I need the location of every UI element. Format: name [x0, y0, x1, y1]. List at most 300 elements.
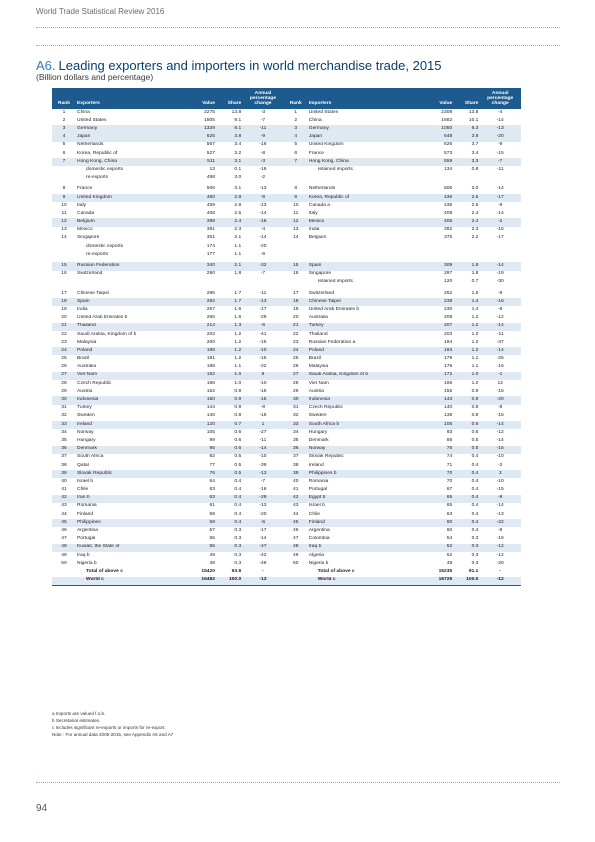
exporter-share: 3.2: [234, 150, 242, 156]
exporter-value: 381: [206, 227, 215, 233]
importer-share: 3.9: [453, 134, 479, 142]
exporter-name: re-exports: [86, 251, 109, 257]
exporter-change: -15: [242, 396, 284, 404]
exporter-value: 61: [209, 503, 215, 509]
importer-value: 409: [444, 210, 453, 216]
exporter-share: 3.1: [216, 184, 242, 194]
importer-rank: 45: [284, 519, 308, 527]
importer-change: -8: [498, 528, 503, 534]
importer-rank: 44: [293, 511, 299, 517]
importer-value: 120: [444, 279, 453, 285]
importer-change: -10: [496, 454, 504, 460]
importer-change: -14: [496, 437, 504, 443]
importer-rank: 15: [284, 261, 308, 271]
exporter-value: 1329: [185, 125, 216, 133]
table-row: [52, 470, 521, 478]
exporter-name: Thailand: [76, 323, 185, 331]
importer-share: 3.4: [471, 150, 479, 156]
importer-name: Austria: [308, 388, 325, 394]
table-row: [52, 166, 521, 174]
importer-share: 0.9: [453, 396, 479, 404]
importer-rank: 26: [293, 364, 299, 370]
importer-rank: [284, 279, 308, 289]
table-row: [52, 413, 521, 421]
importer-name: France: [308, 150, 325, 156]
exporter-change: -47: [242, 544, 284, 552]
exporter-change: -20: [259, 243, 267, 249]
importer-rank: [284, 251, 308, 261]
importer-value: 309: [423, 261, 454, 271]
table-row: [52, 454, 521, 462]
importer-share: 0.4: [453, 470, 479, 478]
importer-rank: 28: [293, 380, 299, 386]
importer-change: -15: [496, 150, 504, 156]
importer-rank: 10: [293, 202, 299, 208]
exporter-change: -9: [260, 405, 266, 411]
exporter-change: -32: [242, 261, 284, 271]
importer-share: 0.5: [453, 446, 479, 454]
exporter-change: -20: [259, 511, 267, 517]
importer-name: Malaysia: [308, 364, 329, 370]
col-header-share: Share: [216, 88, 242, 109]
exporter-name: Korea, Republic of: [77, 150, 118, 156]
importer-share: 0.6: [471, 429, 479, 435]
exporter-rank: 33: [52, 421, 76, 429]
exporter-change: -22: [259, 364, 267, 370]
exporter-name: South Africa: [77, 454, 104, 460]
exporter-value: 63: [185, 495, 216, 503]
table-row: [52, 437, 521, 445]
importer-share: 0.8: [471, 166, 479, 172]
importer-share: 13.8: [468, 109, 479, 115]
exporter-share: 0.5: [216, 470, 242, 478]
importer-name: Australia: [308, 315, 328, 321]
importer-value: 60: [423, 519, 454, 527]
exporter-change: -39: [259, 462, 267, 468]
exporter-share: 1.2: [234, 356, 242, 362]
exporter-value: 144: [206, 405, 215, 411]
importer-change: -14: [479, 184, 521, 194]
table-row: [52, 279, 521, 289]
col-header-change: Annual percentage change: [242, 88, 284, 109]
exporter-change: -42: [259, 552, 267, 558]
importer-share: 2.3: [471, 227, 479, 233]
exporter-change: -16: [242, 218, 284, 226]
exporter-name: Ireland: [76, 421, 185, 429]
importer-rank: 43: [293, 503, 299, 509]
importer-name: Spain: [308, 261, 423, 271]
importer-name: Netherlands: [308, 184, 423, 194]
exporter-share: 2.8: [234, 202, 242, 208]
title-dotted-rule: [36, 45, 560, 46]
importer-value: 140: [444, 405, 453, 411]
importer-share: 1.5: [453, 288, 479, 298]
exporter-value: 13: [209, 166, 215, 172]
table-header-row: [52, 88, 521, 109]
exporter-change: -11: [242, 125, 284, 133]
exporter-change: -16: [259, 487, 267, 493]
importer-change: -2: [479, 218, 521, 226]
exporter-value: 105: [206, 429, 215, 435]
table-row: [52, 243, 521, 251]
importer-share: 0.3: [471, 552, 479, 558]
exporter-name: Chile: [77, 487, 89, 493]
exporter-name: [76, 279, 185, 289]
exporter-world-label: World c: [76, 577, 185, 586]
importer-rank: 27: [284, 372, 308, 380]
importer-value: 375: [444, 235, 453, 241]
importer-name: Singapore: [308, 271, 332, 277]
importer-change: -14: [496, 210, 504, 216]
exporter-value: 506: [185, 184, 216, 194]
exporter-value: 398: [185, 218, 216, 226]
importer-share: 0.4: [453, 495, 479, 503]
exporter-value: 198: [185, 347, 216, 355]
importer-value: 65: [423, 495, 454, 503]
importer-rank: 34: [293, 429, 299, 435]
importer-change: -4: [498, 109, 503, 115]
exporter-value: 64: [209, 478, 215, 484]
importer-change: -1: [479, 372, 521, 380]
importer-share: 0.4: [471, 462, 479, 468]
importer-value: 203: [444, 331, 453, 337]
importer-change: -9: [498, 202, 503, 208]
importer-value: 648: [423, 134, 454, 142]
exporter-total-share: 93.6: [231, 568, 242, 574]
exporter-rank: [52, 279, 76, 289]
importer-value: 193: [423, 347, 454, 355]
importer-rank: 5: [294, 142, 298, 148]
importer-change: -9: [498, 142, 503, 148]
importer-share: 1.2: [453, 323, 479, 331]
exporter-change: -17: [259, 306, 267, 312]
exporter-share: 0.6: [216, 446, 242, 454]
exporter-value: 177: [206, 251, 215, 257]
importer-share: 0.8: [471, 405, 479, 411]
exporter-rank: 10: [61, 202, 67, 208]
total-spacer: [284, 568, 308, 576]
exporter-change: -13: [259, 503, 267, 509]
exporter-rank: 27: [52, 372, 76, 380]
table-row: [52, 405, 521, 413]
table-row: [52, 339, 521, 347]
importer-change: -13: [496, 511, 504, 517]
importer-rank: 37: [293, 454, 299, 460]
exporter-share: 1.0: [216, 372, 242, 380]
importer-name: Switzerland: [308, 288, 423, 298]
importer-rank: 29: [293, 388, 299, 394]
note-line: a Imports are valued f.o.b.: [52, 711, 106, 716]
importer-name: Canada a: [308, 202, 330, 208]
exporter-share: 1.7: [216, 298, 242, 306]
exporter-value: 55: [209, 536, 215, 542]
exporter-value: 59: [209, 511, 215, 517]
exporter-share: 0.5: [234, 454, 242, 460]
importer-share: 2.6: [453, 194, 479, 202]
exporter-share: 1.1: [234, 243, 242, 249]
importer-value: 626: [444, 142, 453, 148]
exporter-rank: 31: [61, 405, 67, 411]
importer-rank: 9: [284, 194, 308, 202]
importer-share: 0.4: [471, 528, 479, 534]
exporter-name: Brazil: [77, 356, 90, 362]
exporter-name: Finland: [77, 511, 94, 517]
exporter-value: 188: [206, 364, 215, 370]
importer-name: Israel b: [308, 503, 325, 509]
importer-share: 0.4: [471, 478, 479, 484]
exporter-change: -16: [259, 142, 267, 148]
world-row: [52, 577, 521, 586]
table-row: [52, 298, 521, 306]
note-line: b Secretariat estimates.: [52, 718, 101, 723]
exporter-rank: 22: [61, 331, 67, 337]
exporter-name: Denmark: [76, 446, 185, 454]
importer-value: 52: [423, 544, 454, 552]
table-row: [52, 109, 521, 117]
importer-change: -22: [479, 519, 521, 527]
exporter-share: 0.9: [216, 396, 242, 404]
importer-name: retained imports: [317, 166, 353, 172]
importer-rank: 7: [284, 158, 308, 166]
exporter-name: Indonesia: [76, 396, 185, 404]
importer-name: Indonesia: [308, 396, 423, 404]
table-row: [52, 519, 521, 527]
exporter-share: 0.3: [234, 552, 242, 558]
importer-share: 1.4: [453, 298, 479, 306]
importer-share: 1.8: [453, 261, 479, 271]
exporter-name: domestic exports: [86, 243, 124, 249]
exporter-change: -15: [259, 388, 267, 394]
exporter-value: 200: [206, 339, 215, 345]
exporter-change: -9: [242, 134, 284, 142]
importer-change: [479, 175, 521, 185]
exporter-share: 0.3: [234, 536, 242, 542]
importer-value: 436: [423, 194, 454, 202]
exporter-rank: 21: [52, 323, 76, 331]
exporter-share: 1.2: [234, 331, 242, 337]
table-row: [52, 503, 521, 511]
exporter-share: 0.4: [234, 478, 242, 484]
top-dotted-rule: [36, 27, 560, 28]
exporter-change: -15: [259, 413, 267, 419]
exporter-share: 1.2: [234, 339, 242, 345]
importer-name: Hungary: [308, 429, 328, 435]
importer-rank: 32: [293, 413, 299, 419]
importer-change: -37: [496, 339, 504, 345]
exporter-name: Qatar: [77, 462, 90, 468]
exporter-share: 1.2: [216, 347, 242, 355]
exporter-rank: 34: [61, 429, 67, 435]
table-row: [52, 462, 521, 470]
exporter-rank: 47: [61, 536, 67, 542]
importer-change: -20: [479, 396, 521, 404]
importer-value: 134: [444, 166, 453, 172]
exporter-change: -13: [242, 184, 284, 194]
importer-world-share: 100.0: [453, 577, 479, 586]
importer-name: [308, 251, 423, 261]
exporter-name: Portugal: [77, 536, 96, 542]
table-row: [52, 218, 521, 226]
importer-name: United States: [308, 109, 339, 115]
table-row: [52, 235, 521, 243]
importer-name: Viet Nam: [308, 380, 329, 386]
exporter-value: 55: [185, 544, 216, 552]
table-notes: [52, 710, 173, 738]
table-row: [52, 271, 521, 279]
exporter-name: Switzerland: [77, 271, 103, 277]
importer-rank: 6: [294, 150, 298, 156]
importer-rank: 13: [293, 227, 299, 233]
importer-value: 506: [423, 184, 454, 194]
exporter-share: 0.9: [234, 388, 242, 394]
table-title: Leading exporters and importers in world merchandise trade, 2015: [58, 58, 442, 73]
running-head: World Trade Statistical Review 2016: [36, 7, 165, 16]
importer-change: -8: [498, 306, 503, 312]
exporter-rank: [52, 251, 76, 261]
exporter-rank: 45: [52, 519, 76, 527]
importer-rank: 40: [293, 478, 299, 484]
importer-change: -14: [479, 323, 521, 331]
importer-name: Romania: [308, 478, 329, 484]
importer-value: 172: [423, 372, 454, 380]
exporter-name: Canada: [77, 210, 95, 216]
importer-rank: 19: [293, 306, 299, 312]
importer-total-change: -: [499, 568, 502, 574]
importer-share: 1.2: [471, 315, 479, 321]
importer-name: Slovak Republic: [308, 454, 344, 460]
importer-change: -17: [496, 235, 504, 241]
importer-name: Saudi Arabia, Kingdom of b: [308, 372, 423, 380]
table-row: [52, 194, 521, 202]
table-row: [52, 495, 521, 503]
exporter-change: -6: [242, 323, 284, 331]
importer-name: Iraq b: [308, 544, 423, 552]
importer-value: 143: [423, 396, 454, 404]
importer-name: Thailand: [308, 331, 328, 337]
importer-name: Norway: [308, 446, 423, 454]
table-row: [52, 560, 521, 568]
exporter-value: 282: [185, 298, 216, 306]
exporter-name: Hungary: [77, 437, 96, 443]
exporter-share: 2.1: [216, 261, 242, 271]
exporter-share: 1.0: [234, 380, 242, 386]
importer-name: Poland: [308, 347, 423, 355]
exporter-rank: 9: [52, 194, 76, 202]
exporter-value: 625: [185, 134, 216, 142]
importer-change: -14: [479, 261, 521, 271]
exporter-world-value: 16482: [185, 577, 216, 586]
exporter-change: 8: [242, 372, 284, 380]
importer-rank: 22: [293, 331, 299, 337]
importer-change: -19: [496, 271, 504, 277]
exporter-change: -14: [259, 235, 267, 241]
importer-share: 1.1: [471, 356, 479, 362]
importer-change: -12: [496, 552, 504, 558]
exporter-name: United Kingdom: [76, 194, 185, 202]
importer-share: 0.3: [453, 544, 479, 552]
table-row: [52, 142, 521, 150]
importer-value: 176: [444, 364, 453, 370]
importer-change: -15: [496, 487, 504, 493]
table-row: [52, 288, 521, 298]
exporter-world-share: 100.0: [216, 577, 242, 586]
exporter-name: India: [77, 306, 88, 312]
importer-rank: 48: [284, 544, 308, 552]
note-line: Note : For annual data 2005-2015, see Appendix A6 and A7: [52, 732, 174, 737]
importer-share: 0.7: [471, 279, 479, 285]
table-row: [52, 355, 521, 363]
exporter-change: -27: [259, 429, 267, 435]
table-row: [52, 125, 521, 133]
exporter-share: 1.8: [234, 271, 242, 277]
col-header-rank: Rank: [52, 88, 76, 109]
exporter-share: 1.1: [234, 364, 242, 370]
importer-change: -15: [496, 388, 504, 394]
exporter-rank: 28: [61, 380, 67, 386]
exporter-name: Philippines: [76, 519, 185, 527]
exporter-change: -7: [260, 117, 266, 123]
exporter-share: 3.8: [216, 134, 242, 142]
importer-value: 194: [444, 339, 453, 345]
exporter-value: 82: [209, 454, 215, 460]
exporter-value: 214: [185, 323, 216, 331]
exporter-rank: 24: [52, 347, 76, 355]
importer-rank: 20: [293, 315, 299, 321]
exporter-change: -14: [259, 536, 267, 542]
importer-rank: 12: [284, 218, 308, 226]
importer-rank: 42: [284, 495, 308, 503]
exporter-rank: [52, 166, 76, 174]
table-row: [52, 446, 521, 454]
exporter-rank: 16: [61, 271, 67, 277]
exporter-name: domestic exports: [86, 166, 124, 172]
importer-rank: 14: [293, 235, 299, 241]
importer-share: 3.0: [453, 184, 479, 194]
exporter-share: 1.6: [234, 306, 242, 312]
exporter-share: 0.5: [234, 462, 242, 468]
exporter-value: 152: [206, 388, 215, 394]
importer-rank: 4: [284, 134, 308, 142]
exporter-rank: 48: [52, 544, 76, 552]
table-row: [52, 134, 521, 142]
exporter-change: -4: [260, 227, 266, 233]
exporter-value: 285: [185, 288, 216, 298]
exporter-rank: 11: [61, 210, 67, 216]
importer-value: 2308: [441, 109, 453, 115]
col-header-value: Value: [185, 88, 216, 109]
table-row: [52, 202, 521, 210]
exporter-rank: 7: [52, 158, 76, 166]
exporter-rank: 44: [61, 511, 67, 517]
exporter-change: -3: [260, 109, 266, 115]
exporter-name: re-exports: [86, 175, 109, 181]
importer-value: 63: [446, 511, 453, 517]
importer-value: 74: [446, 454, 453, 460]
exporter-value: 408: [206, 210, 215, 216]
exporter-change: -3: [242, 158, 284, 166]
importer-rank: [284, 243, 308, 251]
exporter-rank: [52, 175, 76, 185]
exporter-share: 9.1: [234, 117, 242, 123]
exporter-rank: 6: [62, 150, 66, 156]
table-row: [52, 315, 521, 323]
importer-share: 1.0: [471, 380, 479, 386]
exporter-share: 0.8: [234, 413, 242, 419]
exporter-value: 567: [206, 142, 215, 148]
exporter-share: 0.3: [234, 560, 242, 566]
exporter-name: Australia: [77, 364, 97, 370]
exporter-world-change: -13: [242, 577, 284, 586]
